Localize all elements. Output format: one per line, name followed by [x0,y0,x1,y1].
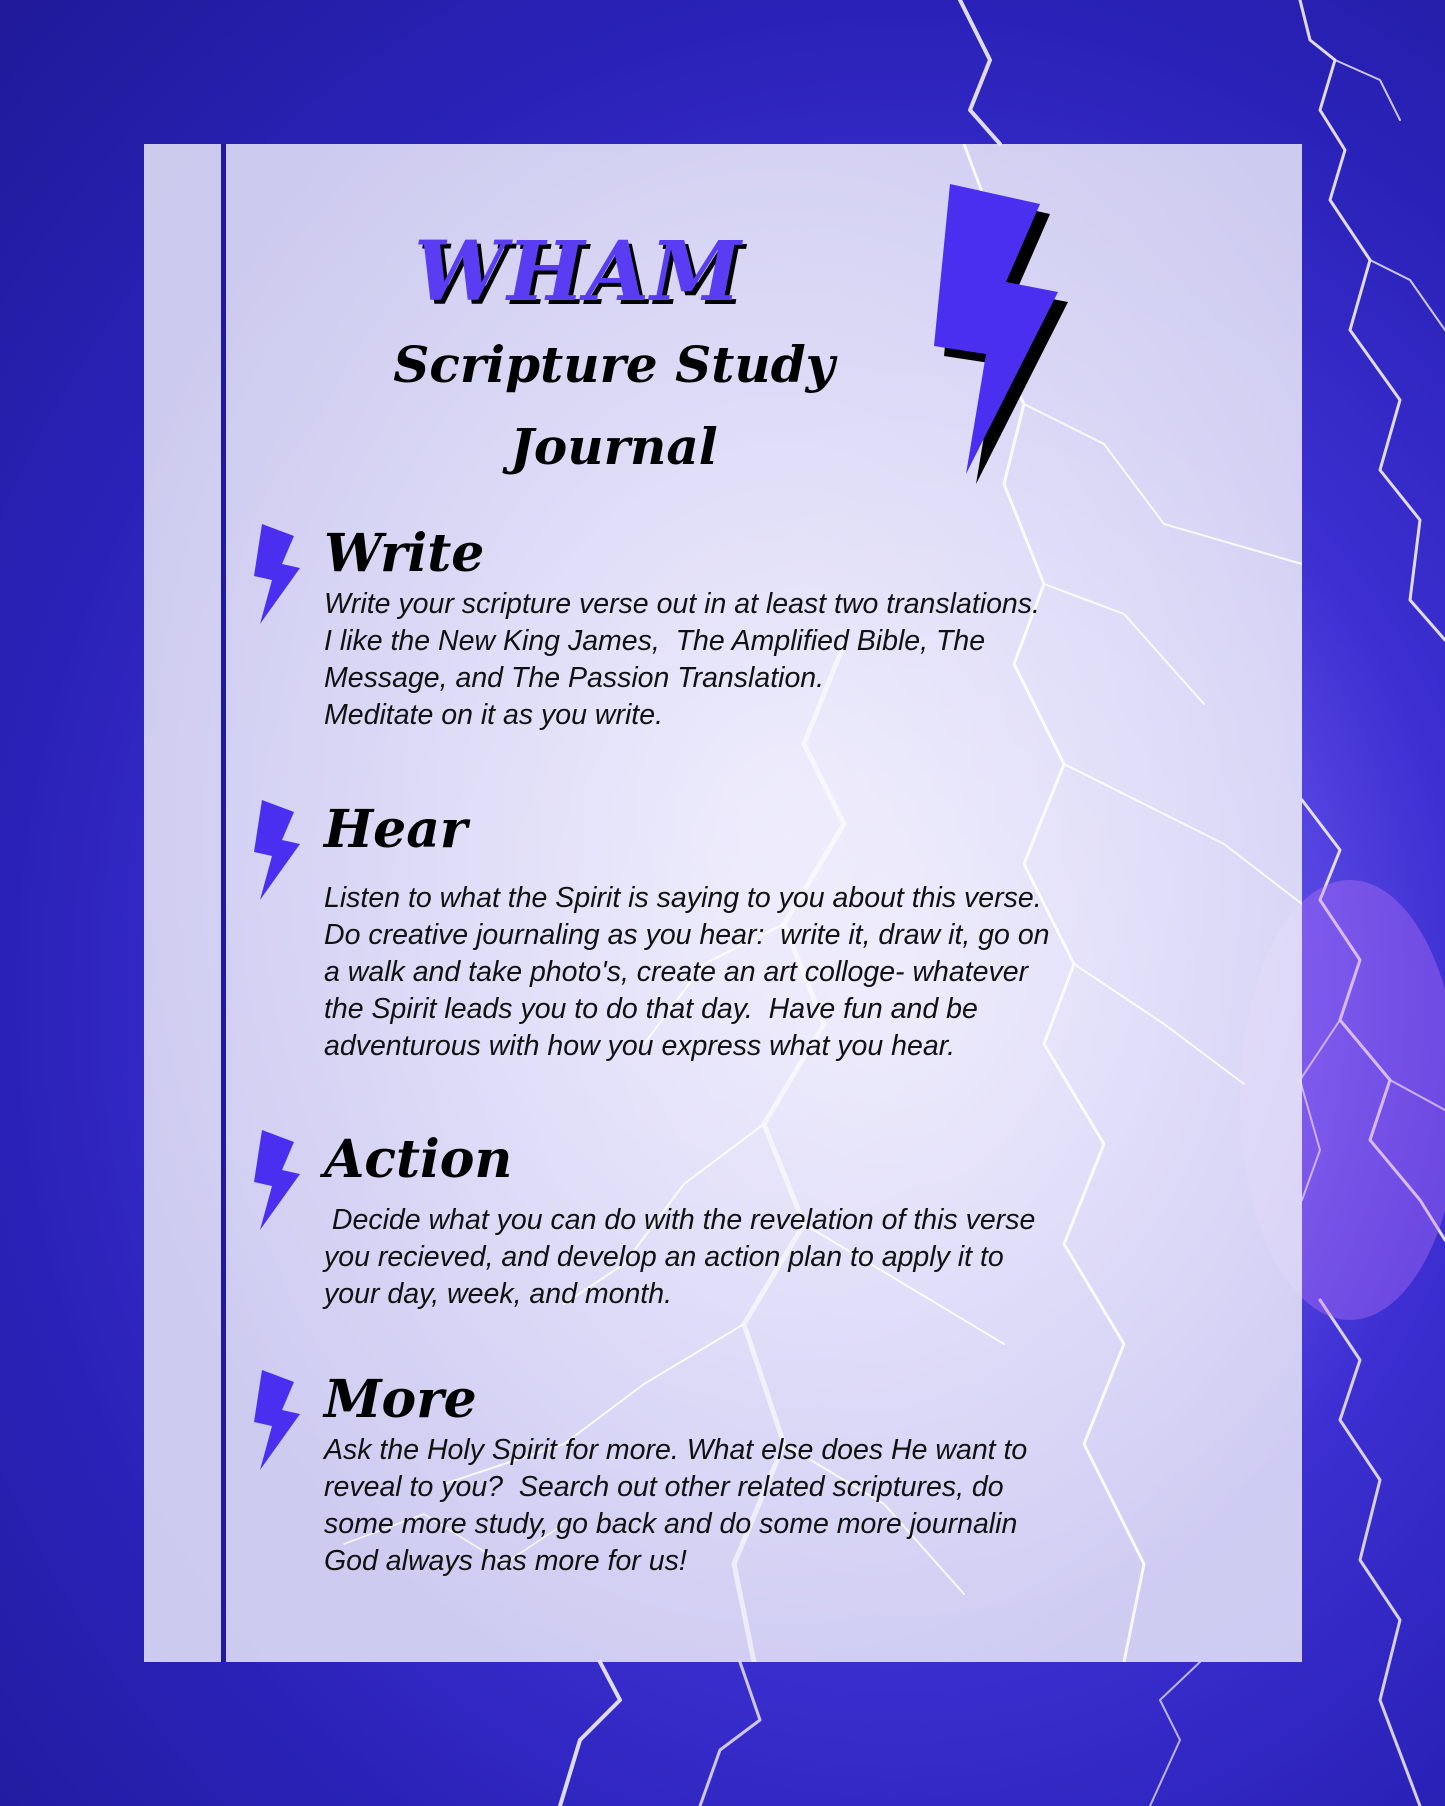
body-line: Meditate on it as you write. [324,699,663,731]
journal-title: WHAM [414,224,742,320]
subtitle-line: Journal [510,417,718,476]
body-line: some more study, go back and do some more journalin [324,1508,1018,1540]
section-title: Hear [324,799,468,860]
body-line: Do creative journaling as you hear: write it, draw it, go on [324,919,1050,951]
subtitle-line: Scripture Study [393,335,835,394]
section-title: More [324,1369,477,1430]
body-line: Ask the Holy Spirit for more. What else does He want to [324,1434,1028,1466]
body-line: a walk and take photo's, create an art colloge- whatever [324,956,1029,988]
section-body [324,1202,1224,1313]
body-line: the Spirit leads you to do that day. Have fun and be [324,993,978,1025]
body-line: reveal to you? Search out other related scriptures, do [324,1471,1004,1503]
section-title: Write [324,523,485,584]
lightning-bolt-icon [254,1370,304,1470]
lightning-bolt-icon [254,524,304,624]
section-title: Action [324,1129,513,1190]
body-line: Listen to what the Spirit is saying to you about this verse. [324,882,1042,914]
body-line: Write your scripture verse out in at least two translations. [324,588,1040,620]
body-line: you recieved, and develop an action plan to apply it to [324,1241,1004,1273]
body-line: Message, and The Passion Translation. [324,662,825,694]
vertical-rule [221,144,226,1662]
lightning-bolt-icon [254,1130,304,1230]
journal-subtitle [344,324,884,488]
lightning-bolt-icon [254,800,304,900]
body-line: I like the New King James, The Amplified Bible, The [324,625,986,657]
body-line: adventurous with how you express what you hear. [324,1030,956,1062]
section-body [324,586,1224,734]
section-body [324,1432,1224,1580]
journal-card [144,144,1302,1662]
section-body [324,880,1224,1065]
body-line: Decide what you can do with the revelation of this verse [324,1204,1036,1236]
lightning-bolt-icon [904,174,1084,484]
body-line: God always has more for us! [324,1545,687,1577]
body-line: your day, week, and month. [324,1278,672,1310]
